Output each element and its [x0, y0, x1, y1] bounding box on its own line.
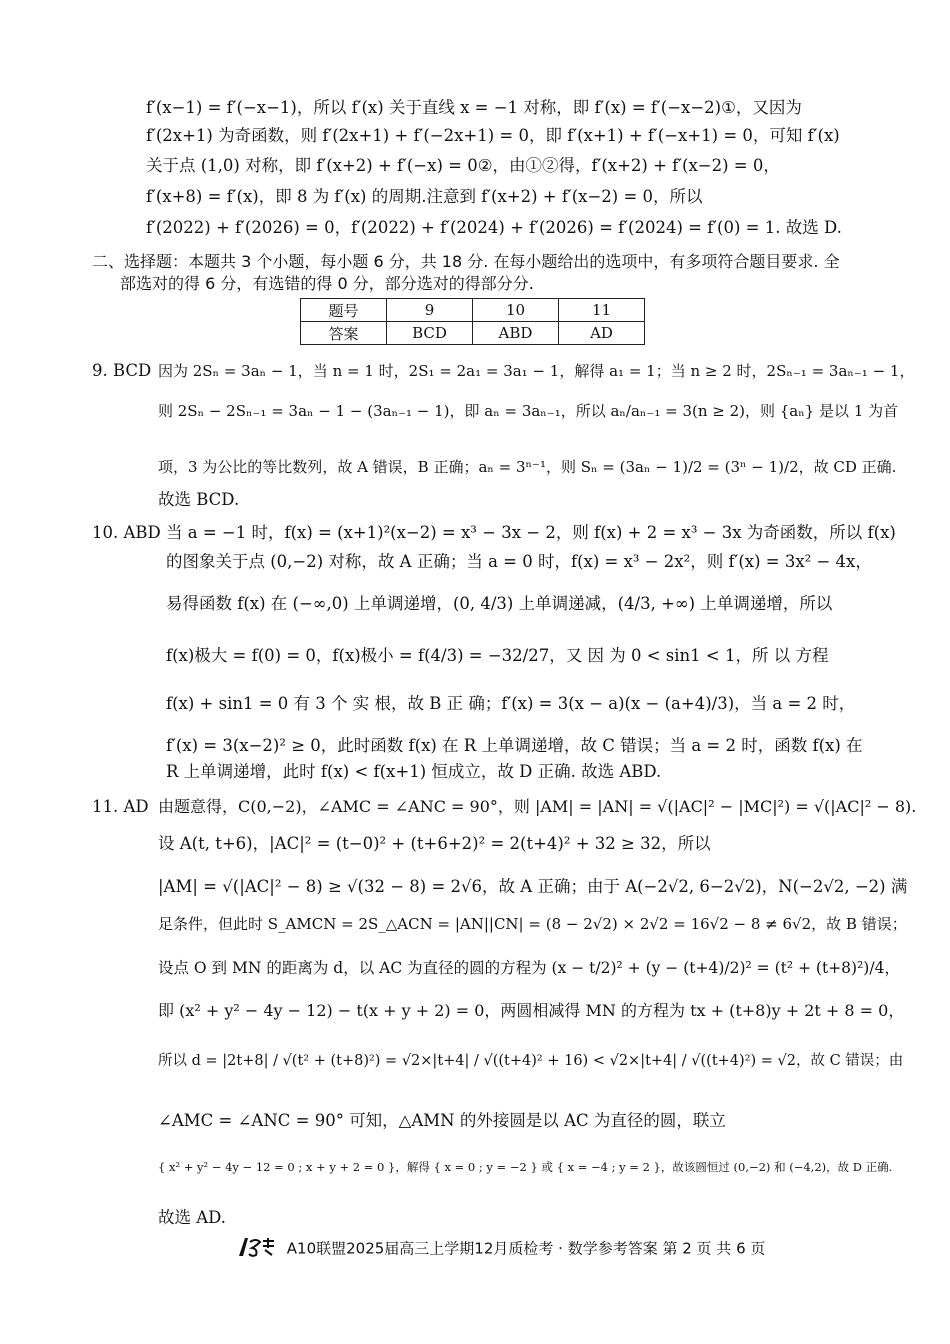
table-number-9: 9 — [387, 299, 473, 322]
q11-line-5: 设点 O 到 MN 的距离为 d，以 AC 为直径的圆的方程为 (x − t/2)² + (y − (t+4)/2)² = (t² + (t+8)²)/4， — [158, 959, 900, 977]
q11-line-1: 由题意得，C(0,−2)，∠AMC = ∠ANC = 90°，则 |AM| = |AN| = √(|AC|² − |MC|²) = √(|AC|² − 8). — [158, 797, 917, 816]
q10-line-7: R 上单调递增，此时 f(x) < f(x+1) 恒成立，故 D 正确. 故选 ABD. — [166, 762, 662, 781]
answer-table-header-row — [301, 299, 645, 322]
table-header-label: 题号 — [301, 299, 387, 322]
q11-line-9: { x² + y² − 4y − 12 = 0 ; x + y + 2 = 0 }，解得 { x = 0 ; y = −2 } 或 { x = −4 ; y = 2 }，故该圆恒过 (0,−2) 和 (−4,2)，故 D 正确. — [158, 1160, 893, 1174]
table-number-11: 11 — [559, 299, 645, 322]
q10-label: 10. ABD — [92, 523, 161, 542]
q11-line-8: ∠AMC = ∠ANC = 90° 可知，△AMN 的外接圆是以 AC 为直径的圆，联立 — [158, 1111, 726, 1130]
q10-line-4: f(x)极大 = f(0) = 0，f(x)极小 = f(4/3) = −32/27，又 因 为 0 < sin1 < 1，所 以 方程 — [166, 646, 829, 665]
proof-line-2: f′(2x+1) 为奇函数，则 f′(2x+1) + f′(−2x+1) = 0，即 f′(x+1) + f′(−x+1) = 0，可知 f′(x) — [146, 126, 840, 145]
section-heading-cont: 部选对的得 6 分，有选错的得 0 分，部分选对的得部分分. — [120, 274, 534, 293]
table-answer-10: ABD — [473, 322, 559, 345]
answer-table — [300, 298, 645, 345]
q9-line-4: 故选 BCD. — [158, 490, 240, 509]
q11-line-2: 设 A(t, t+6)，|AC|² = (t−0)² + (t+6+2)² = 2(t+4)² + 32 ≥ 32，所以 — [158, 834, 711, 853]
q11-label: 11. AD — [92, 797, 149, 816]
q10-line-6: f′(x) = 3(x−2)² ≥ 0，此时函数 f(x) 在 R 上单调递增，故 C 错误；当 a = 2 时，函数 f(x) 在 — [166, 736, 863, 755]
footer-text: A10联盟2025届高三上学期12月质检考 · 数学参考答案 第 2 页 共 6 页 — [286, 1239, 766, 1258]
logo-icon — [236, 1236, 278, 1262]
proof-line-3: 关于点 (1,0) 对称，即 f′(x+2) + f′(−x) = 0②，由①②得，f′(x+2) + f′(x−2) = 0， — [146, 156, 780, 175]
q10-line-2: 的图象关于点 (0,−2) 对称，故 A 正确；当 a = 0 时，f(x) = x³ − 2x²，则 f′(x) = 3x² − 4x， — [166, 552, 872, 571]
section-heading: 二、选择题：本题共 3 个小题，每小题 6 分，共 18 分. 在每小题给出的选项中，有多项符合题目要求. 全 — [92, 252, 840, 271]
q10-line-1: 当 a = −1 时，f(x) = (x+1)²(x−2) = x³ − 3x − 2，则 f(x) + 2 = x³ − 3x 为奇函数，所以 f(x) — [166, 523, 896, 542]
page-footer — [236, 1236, 765, 1262]
table-number-10: 10 — [473, 299, 559, 322]
q9-label: 9. BCD — [92, 361, 152, 380]
q11-line-3: |AM| = √(|AC|² − 8) ≥ √(32 − 8) = 2√6，故 A 正确；由于 A(−2√2, 6−2√2)，N(−2√2, −2) 满 — [158, 877, 908, 896]
q11-line-7: 所以 d = |2t+8| / √(t² + (t+8)²) = √2×|t+4| / √((t+4)² + 16) < √2×|t+4| / √((t+4)²) = √2，故 C 错误；由 — [158, 1053, 904, 1069]
q11-line-4: 足条件，但此时 S_AMCN = 2S_△ACN = |AN||CN| = (8 − 2√2) × 2√2 = 16√2 − 8 ≠ 6√2，故 B 错误； — [158, 915, 907, 933]
table-answer-11: AD — [559, 322, 645, 345]
table-answer-9: BCD — [387, 322, 473, 345]
proof-line-4: f′(x+8) = f′(x)，即 8 为 f′(x) 的周期.注意到 f′(x+2) + f′(x−2) = 0，所以 — [146, 187, 703, 206]
proof-line-1: f′(x−1) = f′(−x−1)，所以 f′(x) 关于直线 x = −1 对称，即 f′(x) = f′(−x−2)①，又因为 — [146, 98, 802, 117]
q9-line-3: 项，3 为公比的等比数列，故 A 错误，B 正确；aₙ = 3ⁿ⁻¹，则 Sₙ = (3aₙ − 1)/2 = (3ⁿ − 1)/2，故 CD 正确. — [158, 458, 897, 476]
q10-line-5: f(x) + sin1 = 0 有 3 个 实 根，故 B 正 确；f′(x) = 3(x − a)(x − (a+4)/3)，当 a = 2 时， — [166, 694, 856, 713]
q9-line-2: 则 2Sₙ − 2Sₙ₋₁ = 3aₙ − 1 − (3aₙ₋₁ − 1)，即 aₙ = 3aₙ₋₁，所以 aₙ/aₙ₋₁ = 3(n ≥ 2)，则 {aₙ} 是以 1 为首 — [158, 402, 899, 420]
q9-line-1: 因为 2Sₙ = 3aₙ − 1，当 n = 1 时，2S₁ = 2a₁ = 3a₁ − 1，解得 a₁ = 1；当 n ≥ 2 时，2Sₙ₋₁ = 3aₙ₋₁ − 1， — [158, 362, 915, 380]
proof-line-5: f′(2022) + f′(2026) = 0，f′(2022) + f′(2024) + f′(2026) = f′(2024) = f′(0) = 1. 故选 D. — [146, 218, 842, 237]
q10-line-3: 易得函数 f(x) 在 (−∞,0) 上单调递增，(0, 4/3) 上单调递减，(4/3, +∞) 上单调递增，所以 — [166, 594, 833, 613]
q11-line-6: 即 (x² + y² − 4y − 12) − t(x + y + 2) = 0，两圆相减得 MN 的方程为 tx + (t+8)y + 2t + 8 = 0， — [158, 1001, 905, 1020]
table-answer-label: 答案 — [301, 322, 387, 345]
q11-line-10: 故选 AD. — [158, 1208, 227, 1227]
answer-table-answer-row — [301, 322, 645, 345]
